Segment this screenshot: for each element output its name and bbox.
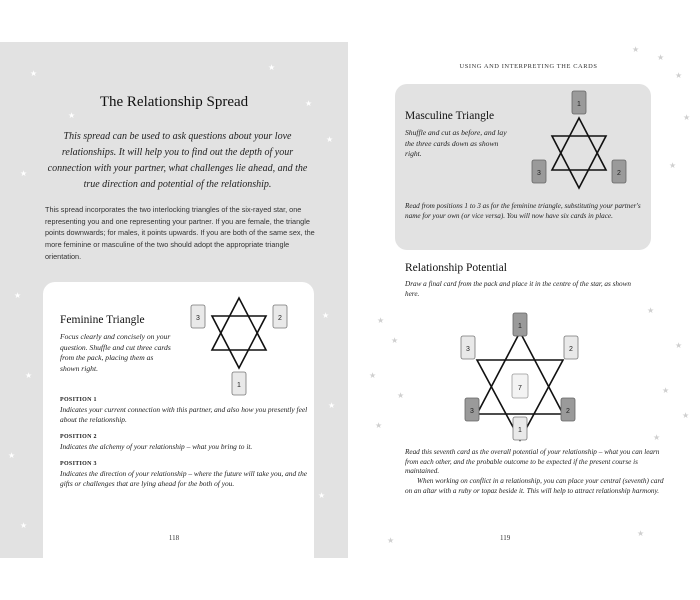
position-1-text: Indicates your current connection with this partner, and also how you presently feel about the relationship. xyxy=(60,405,308,425)
star-sparkle-icon: ★ xyxy=(375,421,383,430)
star-sparkle-icon: ★ xyxy=(637,529,645,538)
svg-text:2: 2 xyxy=(566,408,570,415)
svg-text:2: 2 xyxy=(617,170,621,177)
card-position-2-lower xyxy=(561,398,575,421)
star-sparkle-icon: ★ xyxy=(25,371,33,380)
svg-text:3: 3 xyxy=(466,346,470,353)
spread-intro: This spread can be used to ask questions about your love relationships. It will help you to find out the depth of your connection with your partner, what challenges lie ahead, and the true direction and potential of the relationship. xyxy=(47,131,308,190)
star-sparkle-icon: ★ xyxy=(387,536,395,545)
card-position-1-top xyxy=(513,313,527,336)
up-triangle xyxy=(552,118,606,170)
star-sparkle-icon: ★ xyxy=(8,451,16,460)
card-position-1-bottom xyxy=(513,417,527,440)
potential-instructions: Draw a final card from the pack and place it in the centre of the star, as shown here. xyxy=(405,280,631,298)
feminine-heading: Feminine Triangle xyxy=(60,314,145,326)
svg-text:1: 1 xyxy=(518,323,522,330)
star-sparkle-icon: ★ xyxy=(326,135,334,144)
star-sparkle-icon: ★ xyxy=(657,53,665,62)
card-position-3-lower xyxy=(465,398,479,421)
right-page xyxy=(357,42,700,558)
svg-text:1: 1 xyxy=(518,427,522,434)
star-sparkle-icon: ★ xyxy=(683,113,691,122)
down-triangle xyxy=(552,136,606,188)
feminine-instructions: Focus clearly and concisely on your question. Shuffle and cut three cards from the pack, placing them as shown right. xyxy=(60,332,171,373)
star-sparkle-icon: ★ xyxy=(20,169,28,178)
star-sparkle-icon: ★ xyxy=(675,71,683,80)
page-number-left: 118 xyxy=(168,534,180,542)
star-sparkle-icon: ★ xyxy=(653,433,661,442)
svg-text:3: 3 xyxy=(537,170,541,177)
star-sparkle-icon: ★ xyxy=(328,401,336,410)
svg-text:2: 2 xyxy=(569,346,573,353)
card-position-1 xyxy=(572,91,586,114)
star-sparkle-icon: ★ xyxy=(318,491,326,500)
potential-advice: When working on conflict in a relationship, you can place your central (seventh) card on an altar with a ruby or topaz beside it. This will help to attract relationship harmony. xyxy=(405,477,664,495)
masculine-star-diagram xyxy=(523,90,648,200)
star-sparkle-icon: ★ xyxy=(632,45,640,54)
star-sparkle-icon: ★ xyxy=(391,336,399,345)
position-2-label: POSITION 2 xyxy=(60,434,97,440)
card-position-3 xyxy=(191,305,205,328)
down-triangle xyxy=(212,316,266,368)
star-sparkle-icon: ★ xyxy=(662,386,670,395)
position-3-text: Indicates the direction of your relationship – where the future will take you, and the gifts or challenges that are lying ahead for the both of you. xyxy=(60,469,308,489)
star-sparkle-icon: ★ xyxy=(369,371,377,380)
position-1-label: POSITION 1 xyxy=(60,397,97,403)
masculine-triangle-box xyxy=(395,84,651,250)
star-sparkle-icon: ★ xyxy=(397,391,405,400)
star-sparkle-icon: ★ xyxy=(675,341,683,350)
star-sparkle-icon: ★ xyxy=(268,63,276,72)
svg-text:1: 1 xyxy=(577,101,581,108)
star-sparkle-icon: ★ xyxy=(20,521,28,530)
masculine-instructions: Shuffle and cut as before, and lay the three cards down as shown right. xyxy=(405,128,507,158)
position-2-text: Indicates the alchemy of your relationship – what you bring to it. xyxy=(60,442,253,451)
svg-text:3: 3 xyxy=(196,315,200,322)
potential-heading: Relationship Potential xyxy=(405,262,507,274)
masculine-note: Read from positions 1 to 3 as for the feminine triangle, substituting your partner's name for your own (or vice versa). You will now have six cards in place. xyxy=(405,202,641,220)
star-sparkle-icon: ★ xyxy=(377,316,385,325)
feminine-star-diagram xyxy=(183,292,308,402)
svg-text:1: 1 xyxy=(237,382,241,389)
star-sparkle-icon: ★ xyxy=(305,99,313,108)
card-position-3-upper xyxy=(461,336,475,359)
position-3-label: POSITION 3 xyxy=(60,461,97,467)
card-position-3 xyxy=(532,160,546,183)
svg-text:2: 2 xyxy=(278,315,282,322)
card-position-2 xyxy=(273,305,287,328)
up-triangle xyxy=(477,332,563,414)
potential-reading: Read this seventh card as the overall potential of your relationship – what you can learn from each other, and the probable outcome to be expected if the present course is maintained. xyxy=(405,448,660,476)
page-number-right: 119 xyxy=(500,534,511,542)
svg-text:3: 3 xyxy=(470,408,474,415)
svg-text:7: 7 xyxy=(518,385,522,392)
star-sparkle-icon: ★ xyxy=(647,306,655,315)
spread-title: The Relationship Spread xyxy=(99,94,249,110)
up-triangle xyxy=(212,298,266,350)
star-sparkle-icon: ★ xyxy=(30,69,38,78)
card-position-1 xyxy=(232,372,246,395)
star-sparkle-icon: ★ xyxy=(14,291,22,300)
running-head: USING AND INTERPRETING THE CARDS xyxy=(459,63,598,70)
card-position-2-upper xyxy=(564,336,578,359)
card-position-7-centre xyxy=(512,374,528,398)
star-sparkle-icon: ★ xyxy=(669,161,677,170)
star-sparkle-icon: ★ xyxy=(68,111,76,120)
left-page xyxy=(0,42,348,558)
star-sparkle-icon: ★ xyxy=(682,411,690,420)
potential-star-diagram xyxy=(452,312,592,442)
card-position-2 xyxy=(612,160,626,183)
star-sparkle-icon: ★ xyxy=(322,311,330,320)
spread-body: This spread incorporates the two interlocking triangles of the six-rayed star, one representing you and one representing your partner. If you are female, the triangle points downwards; for males, it points upwards. If you are both of the same sex, the more feminine or masculine of the two should adopt the appropriate triangle orientation. xyxy=(45,205,315,261)
masculine-heading: Masculine Triangle xyxy=(405,110,495,122)
